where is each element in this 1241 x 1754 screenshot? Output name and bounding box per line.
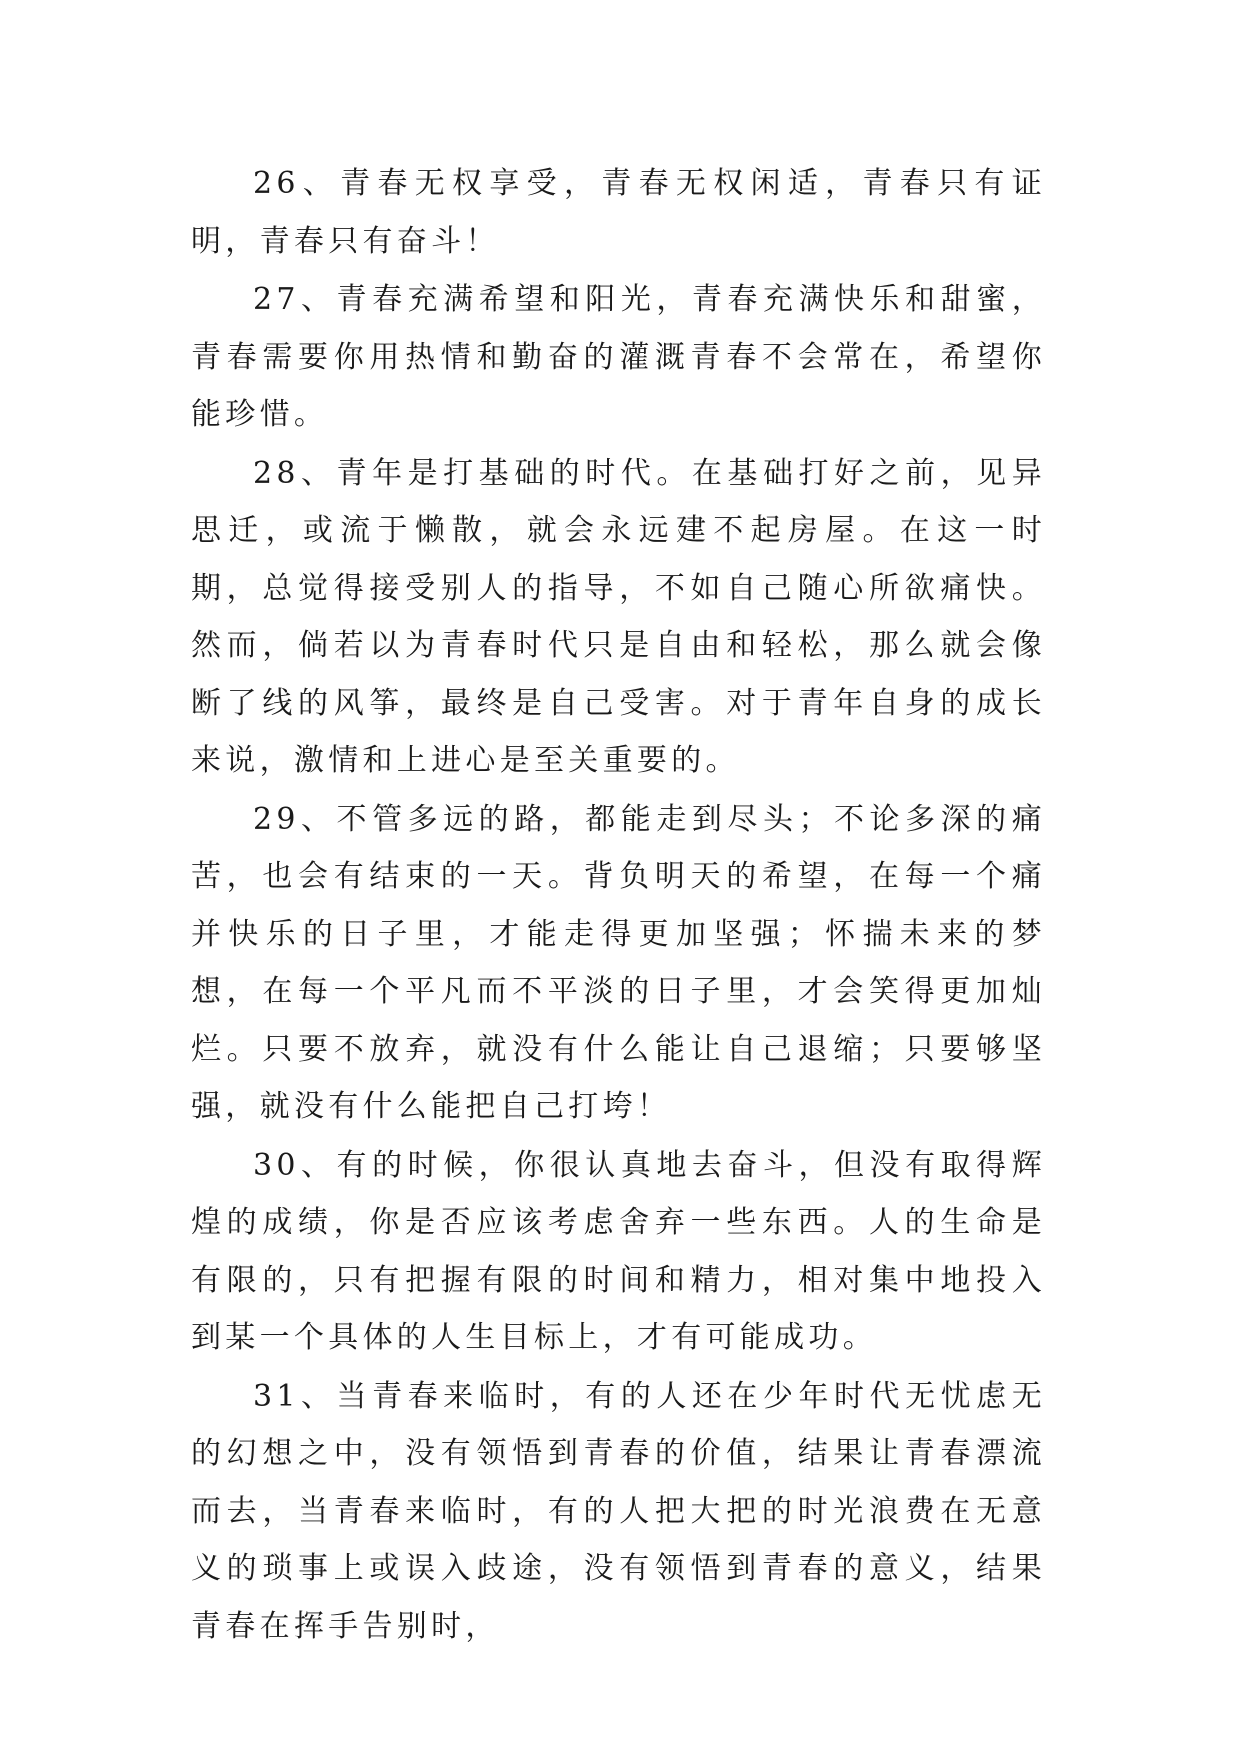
document-body <box>191 155 1046 1656</box>
paragraph-27: 27、青春充满希望和阳光，青春充满快乐和甜蜜，青春需要你用热情和勤奋的灌溉青春不会常在，希望你能珍惜。 <box>191 282 1046 432</box>
paragraph-26: 26、青春无权享受，青春无权闲适，青春只有证明，青春只有奋斗！ <box>191 166 1046 259</box>
paragraph-30: 30、有的时候，你很认真地去奋斗，但没有取得辉煌的成绩，你是否应该考虑舍弃一些东西。人的生命是有限的，只有把握有限的时间和精力，相对集中地投入到某一个具体的人生目标上，才有可能成功。 <box>191 1147 1046 1355</box>
paragraph-31: 31、当青春来临时，有的人还在少年时代无忧虑无的幻想之中，没有领悟到青春的价值，结果让青春漂流而去，当青春来临时，有的人把大把的时光浪费在无意义的琐事上或误入歧途，没有领悟到青春的意义，结果青春在挥手告别时， <box>191 1378 1046 1644</box>
paragraph-29: 29、不管多远的路，都能走到尽头；不论多深的痛苦，也会有结束的一天。背负明天的希望，在每一个痛并快乐的日子里，才能走得更加坚强；怀揣未来的梦想，在每一个平凡而不平淡的日子里，才会笑得更加灿烂。只要不放弃，就没有什么能让自己退缩；只要够坚强，就没有什么能把自己打垮！ <box>191 801 1046 1124</box>
paragraph-28: 28、青年是打基础的时代。在基础打好之前，见异思迁，或流于懒散，就会永远建不起房屋。在这一时期，总觉得接受别人的指导，不如自己随心所欲痛快。然而，倘若以为青春时代只是自由和轻松，那么就会像断了线的风筝，最终是自己受害。对于青年自身的成长来说，激情和上进心是至关重要的。 <box>191 455 1046 778</box>
